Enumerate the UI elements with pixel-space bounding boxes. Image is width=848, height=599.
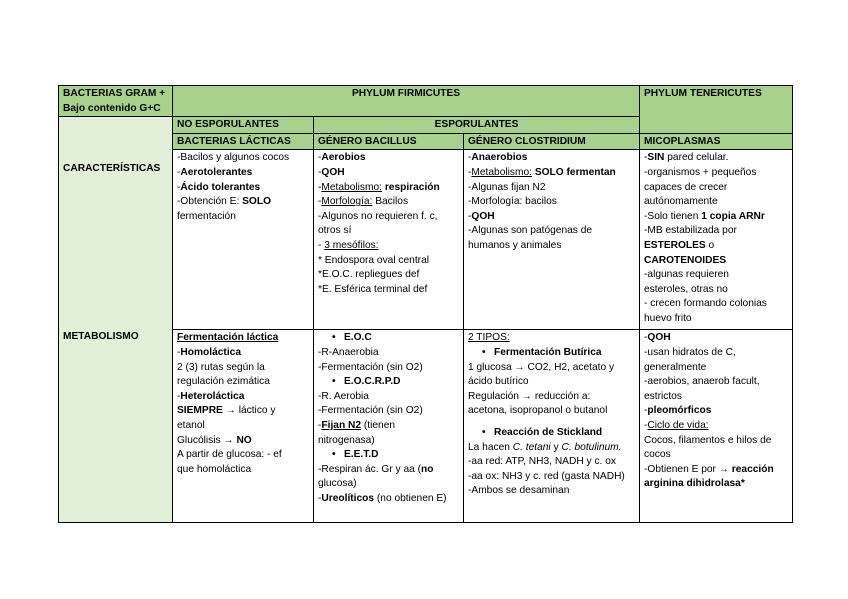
text-line <box>177 181 309 196</box>
text-fragment: -Respiran ác. Gr y aa ( <box>318 463 422 475</box>
text-bold: SOLO <box>242 196 271 208</box>
text-line <box>177 346 309 361</box>
text-line: *E.O.C. repliegues def <box>318 269 420 281</box>
text-line: Fermentación láctica <box>177 332 279 344</box>
col-header-bacillus: GÉNERO BACILLUS <box>314 133 464 150</box>
text-fragment: - <box>644 152 648 164</box>
bullet-heading: • E.O.C.R.P.D <box>318 375 459 390</box>
text-fragment: - <box>644 332 648 344</box>
text-line: autónomamente <box>644 196 718 208</box>
text-line: generalmente <box>644 361 707 373</box>
text-line <box>177 166 309 181</box>
text-line: -Fermentación (sin O2) <box>318 405 423 417</box>
text-italic: C. botulinum. <box>561 441 622 453</box>
metabolismo-micoplasmas-cell <box>640 330 793 523</box>
text-line <box>318 181 459 196</box>
text-line: -Algunas son patógenas de <box>468 225 593 237</box>
phylum-firmicutes-header: PHYLUM FIRMICUTES <box>173 86 640 117</box>
text-line <box>644 151 788 166</box>
text-line <box>318 419 459 434</box>
text-bold: Aerobios <box>321 152 366 164</box>
caracteristicas-bacillus-cell <box>314 150 464 330</box>
metabolismo-lacticas-cell <box>173 330 314 523</box>
text-fragment: - <box>318 492 322 504</box>
text-bold: Anaerobios <box>471 152 528 164</box>
text-line <box>644 331 788 346</box>
text-fragment: - <box>177 346 181 358</box>
corner-header-line1: BACTERIAS GRAM + <box>63 88 166 99</box>
text-bold: Homoláctica <box>180 346 241 358</box>
text-line <box>177 434 309 449</box>
text-line <box>468 210 635 225</box>
text-bold: Ácido tolerantes <box>180 181 261 193</box>
bullet-heading: • Reacción de Stickland <box>468 426 635 441</box>
text-fragment: - <box>177 390 181 402</box>
text-line <box>468 166 635 181</box>
text-line <box>318 239 459 254</box>
text-line: -aa red: ATP, NH3, NADH y c. ox <box>468 456 616 468</box>
text-line <box>318 492 459 507</box>
metabolismo-bacillus-cell <box>314 330 464 523</box>
text-fragment: -Obtienen E por → <box>644 463 732 475</box>
text-bold: NO <box>236 434 252 446</box>
text-line: - crecen formando colonias <box>644 298 767 310</box>
text-line: 2 TIPOS: <box>468 332 510 344</box>
text-fragment: - <box>318 419 322 431</box>
text-underline: Metabolismo: <box>471 166 532 178</box>
text-fragment: - <box>318 166 322 178</box>
esporulantes-header: ESPORULANTES <box>314 117 640 134</box>
bullet-heading: • Fermentación Butírica <box>468 346 635 361</box>
text-line: -MB estabilizada por <box>644 225 737 237</box>
text-line: etanol <box>177 419 205 431</box>
text-line <box>644 210 788 225</box>
text-fragment: - <box>318 181 322 193</box>
text-fragment: (no obtienen E) <box>374 492 447 504</box>
bullet-heading: • E.O.C <box>318 331 459 346</box>
text-line: -Algunos no requieren f. c, <box>318 210 438 222</box>
text-fragment: - <box>644 405 648 417</box>
text-line: *E. Esférica terminal def <box>318 283 428 295</box>
text-line: estrictos <box>644 390 682 402</box>
bacteria-summary-table <box>58 85 793 523</box>
text-line: Cocos, filamentos e hilos de <box>644 434 772 446</box>
text-line <box>468 441 635 456</box>
text-bold: no <box>421 463 434 475</box>
text-bold: QOH <box>471 210 495 222</box>
text-fragment: -Solo tienen <box>644 210 702 222</box>
phylum-tenericutes-header: PHYLUM TENERICUTES <box>640 86 793 134</box>
text-line: humanos y animales <box>468 239 562 251</box>
text-line: -aerobios, anaerob facult, <box>644 376 760 388</box>
text-line: -organismos + pequeños <box>644 166 757 178</box>
text-line <box>644 404 788 419</box>
text-fragment: y <box>550 441 562 453</box>
text-fragment: - <box>318 196 322 208</box>
text-bold: Aerotolerantes <box>180 166 253 178</box>
text-fragment: pared celular. <box>664 152 729 164</box>
text-fragment: -Obtención E: <box>177 196 243 208</box>
text-line <box>177 195 309 210</box>
text-fragment: La hacen <box>468 441 513 453</box>
text-bold: ESTEROLES <box>644 239 706 251</box>
text-fragment: - <box>468 210 472 222</box>
text-bold-underline: Fijan N2 <box>321 419 362 431</box>
text-line <box>644 239 788 254</box>
text-bold: QOH <box>647 332 671 344</box>
text-line: fermentación <box>177 210 236 222</box>
text-line: otros sí <box>318 225 352 237</box>
text-line: regulación ezimática <box>177 376 270 388</box>
text-line: huevo frito <box>644 312 692 324</box>
text-fragment: (tienen <box>361 419 396 431</box>
text-fragment: - <box>177 166 181 178</box>
metabolismo-clostridium-cell <box>464 330 640 523</box>
caracteristicas-lacticas-cell <box>173 150 314 330</box>
col-header-lacticas: BACTERIAS LÁCTICAS <box>173 133 314 150</box>
text-line: acetona, isopropanol o butanol <box>468 405 608 417</box>
text-line: -algunas requieren <box>644 269 729 281</box>
text-underline: Morfología: <box>321 196 373 208</box>
text-line: * Endospora oval central <box>318 254 429 266</box>
text-line <box>177 390 309 405</box>
text-fragment: Bacilos <box>372 196 409 208</box>
text-line: -R. Aerobia <box>318 390 369 402</box>
text-line <box>644 419 788 434</box>
text-fragment: Glucólisis → <box>177 434 237 446</box>
text-line: -Fermentación (sin O2) <box>318 361 423 373</box>
text-line: -Algunas fijan N2 <box>468 181 546 193</box>
text-line <box>644 477 788 492</box>
row-label-caracteristicas: CARACTERÍSTICAS <box>63 163 161 174</box>
text-line: -Ambos se desaminan <box>468 485 570 497</box>
text-bold: Heteroláctica <box>180 390 245 402</box>
caracteristicas-micoplasmas-cell <box>640 150 793 330</box>
text-bold: SIN <box>647 152 665 164</box>
text-line <box>644 463 788 478</box>
text-line <box>468 151 635 166</box>
text-line: A partir de glucosa: - ef <box>177 449 282 461</box>
text-line: -aa ox: NH3 y c. red (gasta NADH) <box>468 470 625 482</box>
text-line <box>318 151 459 166</box>
text-bold: QOH <box>321 166 345 178</box>
text-line: -Morfología: bacilos <box>468 196 557 208</box>
text-fragment: - <box>644 419 648 431</box>
text-line: -usan hidratos de C, <box>644 346 736 358</box>
text-underline: Metabolismo: <box>321 181 382 193</box>
row-label-metabolismo: METABOLISMO <box>63 331 139 342</box>
text-fragment: → láctico y <box>222 405 276 417</box>
text-bold: pleomórficos <box>647 405 712 417</box>
no-esporulantes-header: NO ESPORULANTES <box>173 117 314 134</box>
corner-header-line2: Bajo contenido G+C <box>63 102 161 114</box>
text-underline: 3 mesófilos: <box>324 239 379 251</box>
text-bold: SIEMPRE <box>177 405 223 417</box>
text-line <box>318 166 459 181</box>
text-line: -R-Anaerobia <box>318 346 379 358</box>
text-bold: reacción <box>731 463 774 475</box>
text-line <box>318 463 459 478</box>
text-bold: respiración <box>382 181 440 193</box>
text-line: esteroles, otras no <box>644 283 728 295</box>
text-line: -Bacilos y algunos cocos <box>177 152 290 164</box>
text-fragment: - <box>318 152 322 164</box>
caracteristicas-clostridium-cell <box>464 150 640 330</box>
text-fragment: o <box>705 239 715 251</box>
text-bold: arginina dihidrolasa* <box>644 478 745 490</box>
text-italic: C. tetani <box>512 441 551 453</box>
text-fragment: - <box>468 166 472 178</box>
row-label-spacer <box>59 117 173 523</box>
text-bold: SOLO fermentan <box>532 166 616 178</box>
text-fragment: - <box>468 152 472 164</box>
text-line <box>177 404 309 419</box>
text-line: que homoláctica <box>177 463 252 475</box>
spacer <box>468 419 635 426</box>
text-line: capaces de crecer <box>644 181 728 193</box>
bullet-heading: • E.E.T.D <box>318 448 459 463</box>
text-fragment: - <box>318 239 325 251</box>
text-bold: CAROTENOIDES <box>644 254 727 266</box>
text-line: glucosa) <box>318 478 357 490</box>
col-header-clostridium: GÉNERO CLOSTRIDIUM <box>464 133 640 150</box>
text-line: 1 glucosa → CO2, H2, acetato y <box>468 361 615 373</box>
text-line: 2 (3) rutas según la <box>177 361 265 373</box>
text-underline: Ciclo de vida: <box>647 419 709 431</box>
text-line: nitrogenasa) <box>318 434 375 446</box>
text-line <box>318 195 459 210</box>
col-header-micoplasmas: MICOPLASMAS <box>640 133 793 150</box>
text-fragment: - <box>177 181 181 193</box>
text-line: ácido butírico <box>468 376 529 388</box>
text-line <box>644 254 788 269</box>
text-line: Regulación → reducción a: <box>468 390 591 402</box>
text-line: cocos <box>644 449 671 461</box>
text-bold: 1 copia ARNr <box>701 210 765 222</box>
corner-header-cell <box>59 86 173 117</box>
text-bold: Ureolíticos <box>321 492 375 504</box>
